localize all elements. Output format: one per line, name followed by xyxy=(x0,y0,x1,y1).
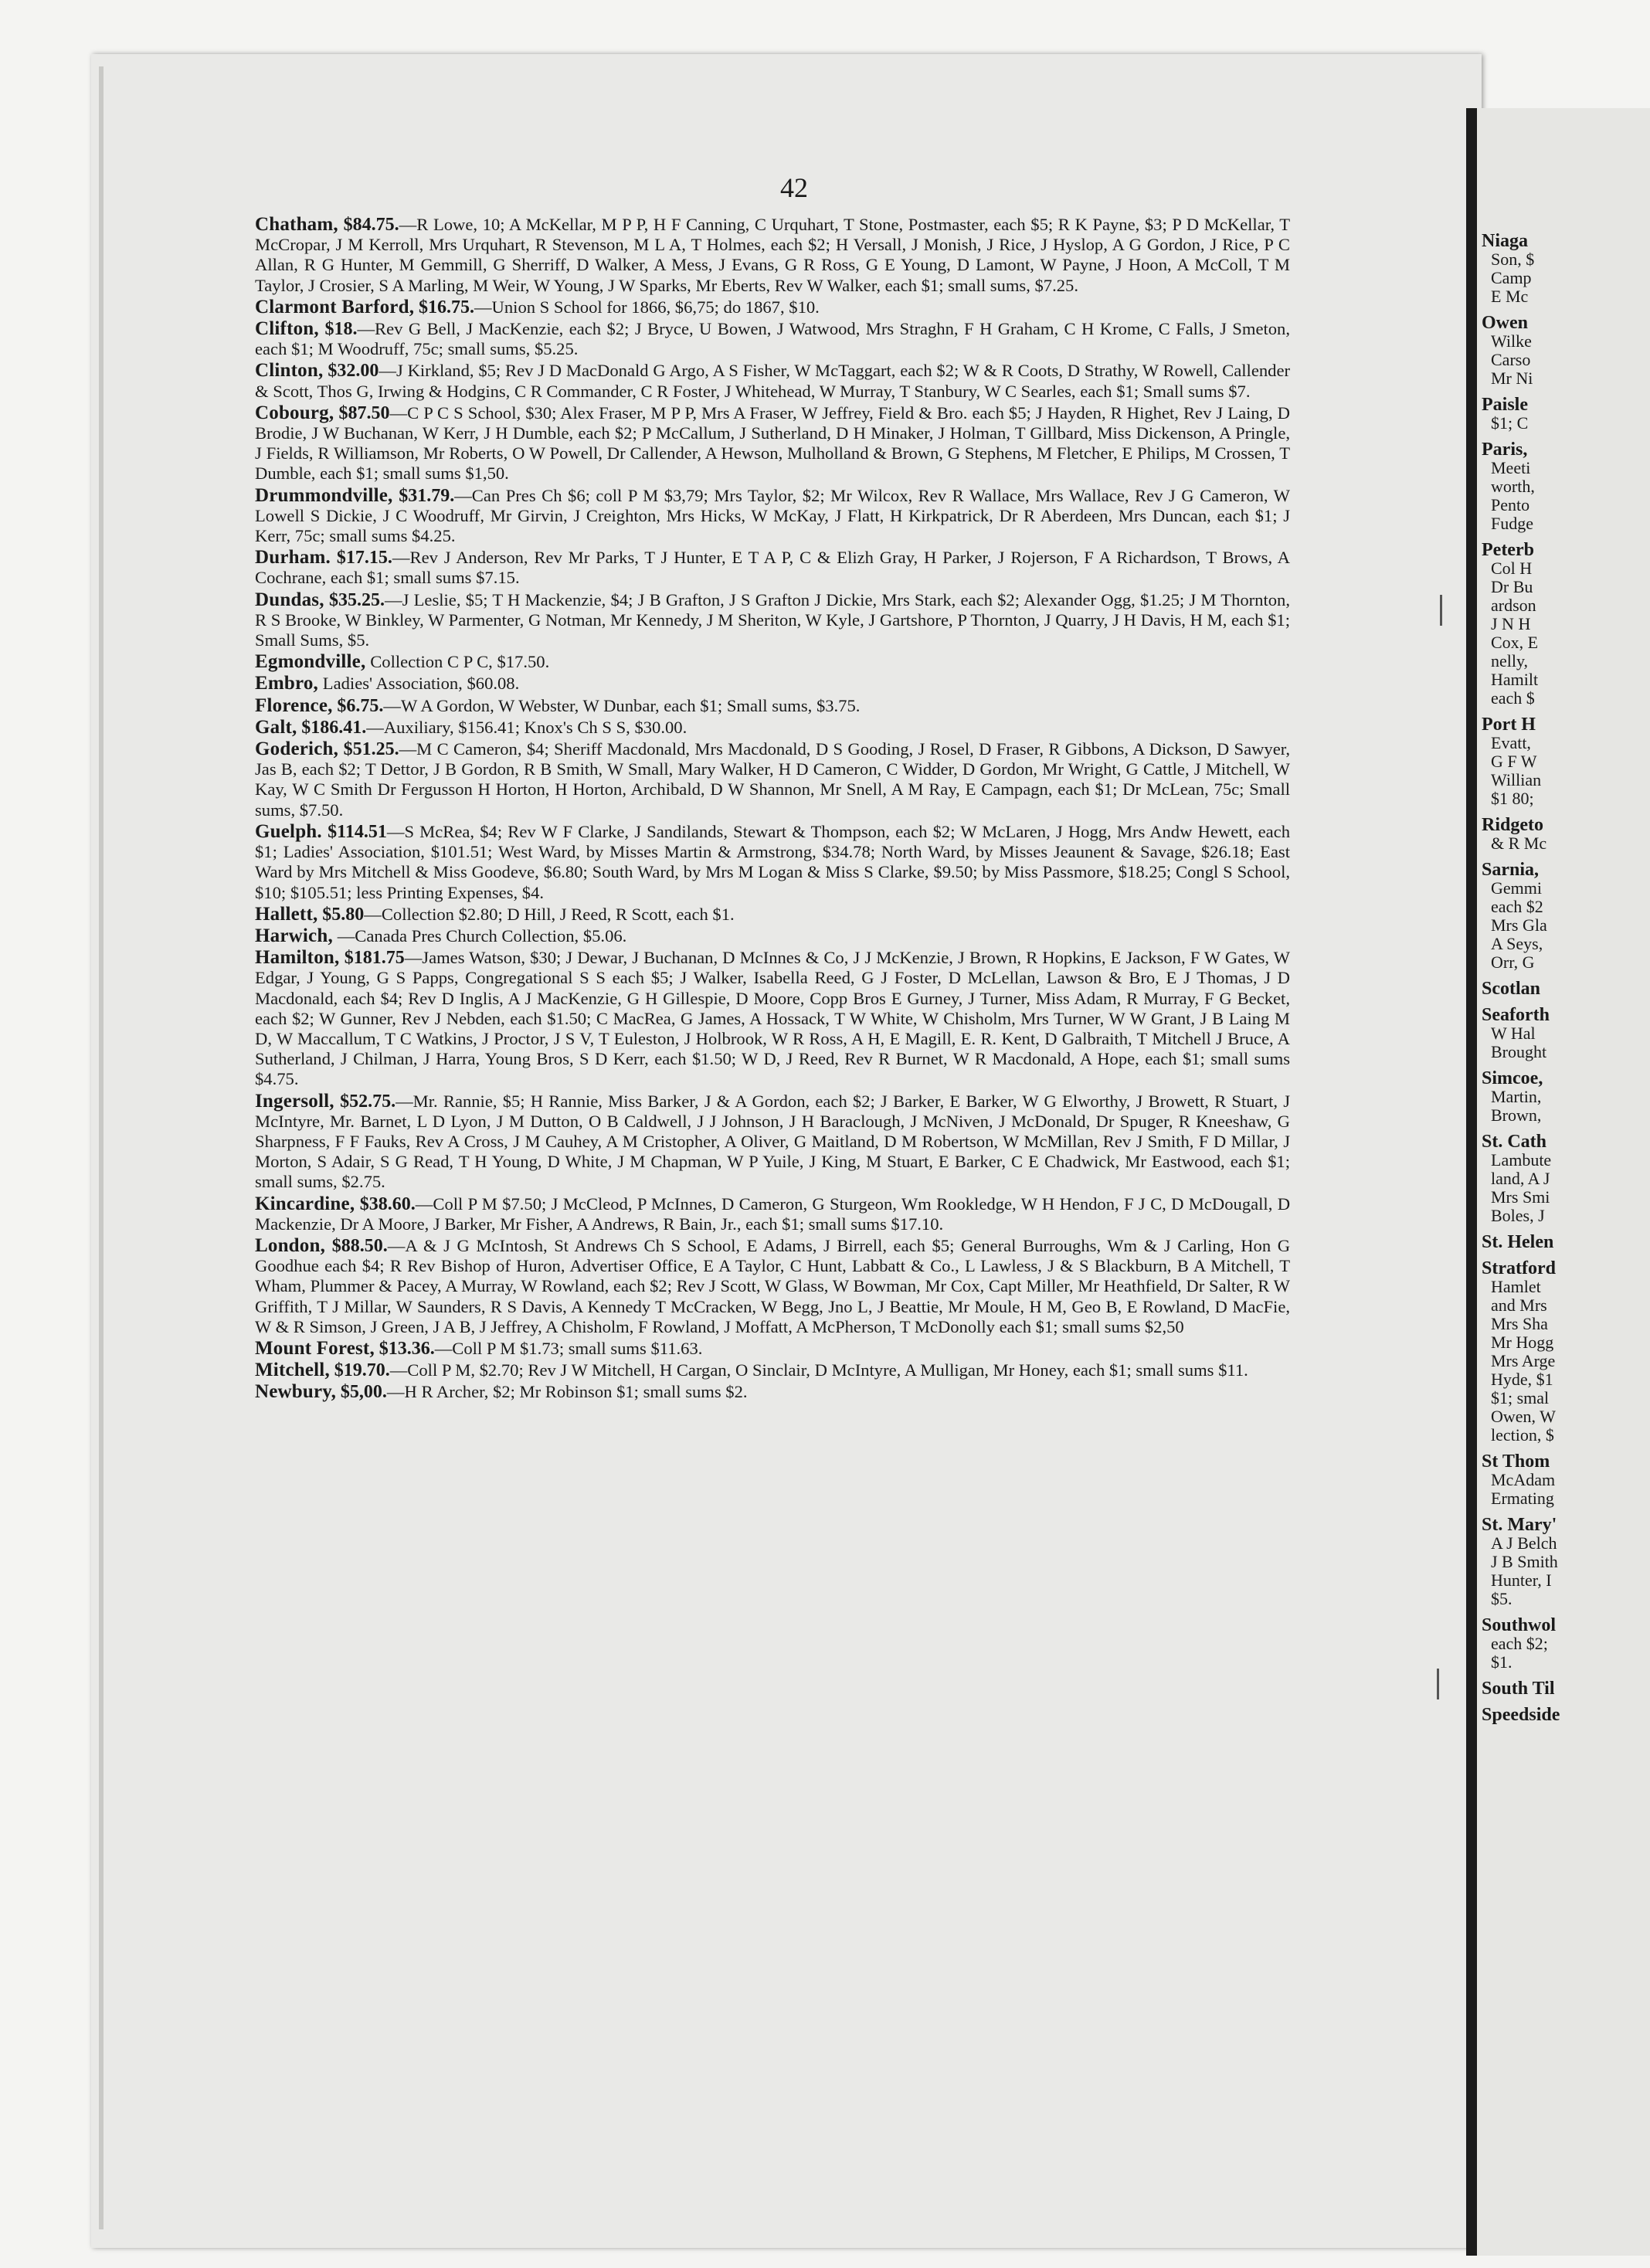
entry-place: Hallett, xyxy=(255,903,318,925)
entry-place: Ingersoll, xyxy=(255,1090,334,1112)
right-entry xyxy=(1482,232,1650,306)
entry-amount: $5.80 xyxy=(322,904,365,925)
list-entry xyxy=(255,1339,1290,1359)
entry-amount: $181.75 xyxy=(344,948,405,969)
entry-text: —Canada Pres Church Collection, $5.06. xyxy=(337,925,627,946)
right-entry xyxy=(1482,440,1650,533)
binding-mark-icon xyxy=(1440,595,1456,626)
right-entry xyxy=(1482,314,1650,388)
right-entry-line: & R Mc xyxy=(1491,834,1547,853)
entry-place: Mitchell, xyxy=(255,1360,330,1381)
subscription-list xyxy=(255,215,1290,1404)
entry-place: Clarmont Barford, xyxy=(255,296,415,317)
list-entry xyxy=(255,1194,1290,1234)
right-entry-line: A J Belch xyxy=(1491,1533,1557,1553)
right-entry-place: Seaforth xyxy=(1482,1005,1550,1025)
entry-text: —Mr. Rannie, $5; H Rannie, Miss Barker, J & A Gordon, each $2; J Barker, E Barker, W G Elworthy, J Browett, R Stuart, J McIntyre, Mr. Barnet, L D Lyon, J M Dutton, O B Caldwell, J J Johnson, J H Baraclough, J McNiven, J McDonald, Dr Spuger, R Kneeshaw, G Sharpness, F F Fauks, Rev A Cross, J M Cauhey, A M Cristopher, A Oliver, G Maitland, D M Robertson, W McMillan, Rev J Smith, F D Millar, J Morton, S Adair, S G Read, T H Young, D White, J M Chapman, W P Yuile, J King, M Stuart, E Barker, C E Chadwick, Mr Eastwood, each $1; small sums, $2.75. xyxy=(255,1091,1291,1192)
entry-place: Mount Forest, xyxy=(255,1337,375,1359)
right-entry-line: Brown, xyxy=(1491,1105,1542,1125)
entry-text: —C P C S School, $30; Alex Fraser, M P P, Mrs A Fraser, W Jeffrey, Field & Bro. each $5; J Hayden, R Highet, Rev J Laing, D Brodie, J W Buchanan, W Kerr, J H Dumble, each $2; P McCallum, J Sutherland, D H Minaker, J Holman, T Gillbard, Miss Dickenson, A Pringle, J Fields, R Williamson, Mr Roberts, O W Powell, Dr Callender, A Hewson, Mulholland & Brown, G Stephens, M Fletcher, E Philips, M Crossen, T Dumble, each $1; small sums $1,50. xyxy=(255,402,1290,484)
entry-amount: $32.00 xyxy=(328,361,379,382)
right-entry xyxy=(1482,1679,1650,1698)
right-entry-place: St Thom xyxy=(1482,1451,1550,1472)
right-entry-line: $1. xyxy=(1491,1652,1512,1672)
right-entry xyxy=(1482,1132,1650,1225)
right-entry-line: worth, xyxy=(1491,477,1535,496)
right-entry-line: G F W xyxy=(1491,752,1537,771)
list-entry xyxy=(255,1360,1290,1380)
entry-place: Cobourg, xyxy=(255,402,334,423)
right-entry-line: Ermating xyxy=(1491,1489,1554,1508)
list-entry xyxy=(255,361,1290,401)
entry-place: Drummondville, xyxy=(255,484,393,506)
list-entry xyxy=(255,297,1290,317)
right-entry-place: Peterb xyxy=(1482,540,1534,560)
entry-place: Chatham, xyxy=(255,214,338,235)
right-entry-place: Niaga xyxy=(1482,231,1528,251)
right-entry-line: Carso xyxy=(1491,350,1531,369)
right-entry-line: Mr Ni xyxy=(1491,368,1533,388)
list-entry xyxy=(255,403,1290,484)
right-entry xyxy=(1482,1706,1650,1724)
entry-amount: $38.60. xyxy=(359,1193,416,1214)
entry-text: —J Leslie, $5; T H Mackenzie, $4; J B Grafton, J S Grafton J Dickie, Mrs Stark, each $2; Alexander Ogg, $1.25; J M Thornton, R S Brooke, W Binkley, W Parmenter, G Notman, Mr Kennedy, J M Sheriton, W Kyle, J Gartshore, P Thornton, J Quarry, J H Davis, H M, each $1; Small Sums, $5. xyxy=(255,589,1291,650)
right-entry xyxy=(1482,715,1650,808)
list-entry xyxy=(255,548,1290,588)
list-entry xyxy=(255,739,1290,820)
list-entry xyxy=(255,1382,1290,1402)
right-entry-place: South Til xyxy=(1482,1679,1555,1699)
list-entry xyxy=(255,215,1290,296)
right-entry xyxy=(1482,861,1650,972)
list-entry xyxy=(255,486,1290,547)
entry-place: Goderich, xyxy=(255,738,339,760)
entry-amount: $35.25. xyxy=(329,589,385,610)
right-entry-line: each $2; xyxy=(1491,1634,1548,1653)
right-entry-line: nelly, xyxy=(1491,651,1529,671)
entry-place: London, xyxy=(255,1234,326,1256)
list-entry xyxy=(255,822,1290,903)
entry-place: Kincardine, xyxy=(255,1193,355,1214)
entry-place: Clifton, xyxy=(255,318,319,340)
right-entry-line: Hyde, $1 xyxy=(1491,1370,1553,1389)
entry-amount: $16.75. xyxy=(418,297,474,317)
entry-place: Hamilton, xyxy=(255,947,340,969)
right-entry-place: St. Cath xyxy=(1482,1132,1547,1152)
right-entry-line: E Mc xyxy=(1491,287,1529,306)
entry-text: —Auxiliary, $156.41; Knox's Ch S S, $30.00. xyxy=(366,717,688,737)
entry-amount: $17.15. xyxy=(336,548,392,569)
entry-text: —A & J G McIntosh, St Andrews Ch S School, E Adams, J Birrell, each $5; General Burroughs, Wm & J Carling, Hon G Goodhue each $4; R Rev Bishop of Huron, Advertiser Office, E A Taylor, C Hunt, Labbatt & Co., L Lawless, J & S Blackburn, B A Mitchell, T Wham, Plummer & Pacey, A Murray, W Rowland, each $2; Rev J Scott, W Glass, W Bowman, Mr Cox, Capt Miller, Mr Heathfield, Dr Salter, R W Griffith, T J Millar, W Saunders, R S Davis, A Kennedy T McCracken, W Begg, Jno L, J Beattie, Mr Moule, H M, Geo B, E Rowland, D MacFie, W & R Simson, J Green, J A B, J Jeffrey, A Chisholm, F Rowland, J Moffatt, A McPherson, T McDonolly each $1; small sums $2,50 xyxy=(255,1235,1291,1336)
right-entry-line: Mrs Smi xyxy=(1491,1187,1550,1207)
entry-amount: $186.41. xyxy=(301,717,367,738)
right-entry-line: Col H xyxy=(1491,559,1533,578)
entry-text: —James Watson, $30; J Dewar, J Buchanan, D McInnes & Co, J J McKenzie, J Brown, R Hopkins, E Jackson, F W Gates, W Edgar, J Young, G S Papps, Congregational S S each $5; J Walker, Isabella Reed, G J Foster, D McLellan, Lawson & Bro, E J Thomas, J D Macdonald, each $4; Rev D Inglis, A J MacKenzie, G H Gillespie, D Moore, Copp Bros E Gurney, J Turner, Miss Adam, R Murray, F G Becket, each $2; W Gunner, Rev J Nebden, each $1.50; C MacRea, G James, A Hossack, T W White, W Chisholm, Mrs Turner, W W Grant, J B Laing M D, W Maccallum, T C Watkins, J Proctor, J S V, T Euleston, J Holbrook, W R Ross, A H, E Magill, E. R. Kent, D Galbraith, T Mitchell J Bruce, A Sutherland, J Chilman, J Harra, Young Bros, S D Kerr, each $1.50; W D, J Reed, Rev R Burnet, W R Macdonald, A Hope, each $1; small sums $4.75. xyxy=(255,948,1291,1089)
right-entry xyxy=(1482,1259,1650,1445)
entry-place: Florence, xyxy=(255,694,333,716)
right-entry-place: Paris, xyxy=(1482,440,1528,460)
right-entry xyxy=(1482,1233,1650,1251)
entry-amount: $18. xyxy=(324,319,358,340)
list-entry xyxy=(255,319,1290,359)
right-entry-line: Hamlet xyxy=(1491,1277,1541,1296)
right-entry-line: Wilke xyxy=(1491,331,1532,351)
right-entry-line: Brought xyxy=(1491,1042,1547,1061)
entry-amount: $6.75. xyxy=(337,695,384,716)
right-entry-line: Mrs Gla xyxy=(1491,915,1547,935)
entry-text: —H R Archer, $2; Mr Robinson $1; small sums $2. xyxy=(386,1382,748,1402)
right-entry-line: lection, $ xyxy=(1491,1425,1554,1445)
entry-place: Embro, xyxy=(255,673,318,694)
right-entry-place: Sarnia, xyxy=(1482,860,1540,880)
entry-text: —Coll P M $7.50; J McCleod, P McInnes, D Cameron, G Sturgeon, Wm Rookledge, W H Hendon, F J C, D McDougall, D Mackenzie, Dr A Moore, J Barker, Mr Fisher, A Andrews, R Bain, Jr., each $1; small sums $17.10. xyxy=(255,1193,1291,1234)
right-entry xyxy=(1482,816,1650,853)
right-entry-line: J N H xyxy=(1491,614,1531,633)
right-entry-line: W Hal xyxy=(1491,1024,1536,1043)
entry-text: —Collection $2.80; D Hill, J Reed, R Scott, each $1. xyxy=(364,904,735,924)
entry-text: —S McRea, $4; Rev W F Clarke, J Sandilands, Stewart & Thompson, each $2; W McLaren, J Hogg, Mrs Andw Hewett, each $1; Ladies' Association, $101.51; West Ward, by Misses Martin & Armstrong, $34.78; North Ward, by Misses Jeaunent & Savage, $26.18; East Ward by Mrs Mitchell & Miss Goodeve, $6.80; South Ward, by Mrs M Logan & Miss S Clarke, $9.50; by Miss Passmore, $18.25; Congl S School, $10; $105.51; less Printing Expenses, $4. xyxy=(255,821,1290,902)
entry-text: —R Lowe, 10; A McKellar, M P P, H F Canning, C Urquhart, T Stone, Postmaster, each $5; R K Payne, $3; P D McKellar, T McCropar, J M Kerroll, Mrs Urquhart, R Stevenson, M L A, T Holmes, each $2; H Versall, J Monish, J Rice, J Hyslop, A G Gordon, J Rice, P C Allan, R G Hunter, M Gemmill, G Sherriff, D Walker, A Mess, J Evans, G R Ross, G E Young, D Lamont, W Payne, J Hoon, A McColl, T M Taylor, J Crosier, S A Marling, M Weir, W Young, J W Sparks, Mr Eberts, Rev W Walker, each $1; small sums, $7.25. xyxy=(255,215,1290,295)
right-entry-line: Pento xyxy=(1491,495,1530,514)
right-entry-line: Mr Hogg xyxy=(1491,1333,1554,1352)
book-gutter xyxy=(1466,108,1477,2256)
entry-amount: $13.36. xyxy=(379,1338,435,1359)
entry-text: —Rev J Anderson, Rev Mr Parks, T J Hunter, E T A P, C & Elizh Gray, H Parker, J Rojerson, F A Richardson, T Brows, A Cochrane, each $1; small sums $7.15. xyxy=(255,548,1290,588)
entry-amount: $5,00. xyxy=(340,1382,387,1403)
right-entry-place: Scotlan xyxy=(1482,979,1541,999)
right-entry-line: Meeti xyxy=(1491,458,1531,477)
right-entry xyxy=(1482,1516,1650,1608)
right-entry-line: Hunter, I xyxy=(1491,1570,1552,1590)
right-entry-line: ardson xyxy=(1491,596,1536,615)
right-entry xyxy=(1482,1069,1650,1125)
right-page-column xyxy=(1482,232,1650,1732)
right-entry-place: Speedside xyxy=(1482,1705,1560,1725)
entry-amount: $51.25. xyxy=(343,739,399,760)
entry-text: —W A Gordon, W Webster, W Dunbar, each $1; Small sums, $3.75. xyxy=(383,695,861,715)
right-entry-line: each $2 xyxy=(1491,897,1543,916)
right-entry-place: St. Mary' xyxy=(1482,1515,1557,1535)
right-entry-line: Cox, E xyxy=(1491,633,1539,652)
right-entry-line: Hamilt xyxy=(1491,670,1539,689)
list-entry xyxy=(255,696,1290,716)
right-entry-line: Fudge xyxy=(1491,514,1533,533)
right-entry-line: Son, $ xyxy=(1491,250,1535,269)
page-number: 42 xyxy=(780,172,808,203)
right-entry-line: land, A J xyxy=(1491,1169,1550,1188)
list-entry xyxy=(255,905,1290,925)
right-entry-place: Southwol xyxy=(1482,1615,1557,1635)
list-entry xyxy=(255,718,1290,738)
entry-text: —Union S School for 1866, $6,75; do 1867, $10. xyxy=(474,297,820,317)
right-entry-line: Dr Bu xyxy=(1491,577,1533,596)
right-entry-line: Boles, J xyxy=(1491,1206,1545,1225)
list-entry xyxy=(255,674,1290,694)
right-entry-place: Owen xyxy=(1482,313,1528,333)
list-entry xyxy=(255,926,1290,946)
right-entry-place: St. Helen xyxy=(1482,1232,1554,1252)
right-entry-line: A Seys, xyxy=(1491,934,1543,953)
right-entry xyxy=(1482,396,1650,433)
right-entry-place: Stratford xyxy=(1482,1258,1556,1278)
right-entry-line: $1 80; xyxy=(1491,789,1534,808)
list-entry xyxy=(255,1092,1290,1193)
entry-amount: $31.79. xyxy=(399,485,455,506)
entry-text: —Coll P M $1.73; small sums $11.63. xyxy=(434,1338,703,1358)
right-entry-line: and Mrs xyxy=(1491,1295,1547,1315)
right-entry xyxy=(1482,1452,1650,1508)
right-entry-place: Ridgeto xyxy=(1482,815,1543,835)
entry-text: —M C Cameron, $4; Sheriff Macdonald, Mrs Macdonald, D S Gooding, J Rosel, D Fraser, R Gibbons, A Dickson, D Sawyer, Jas B, each $2; T Dettor, J B Gordon, R B Smith, W Small, Mary Walker, H D Cameron, C Widder, D Gordon, Mr Wright, G Cattle, J Mitchell, W Kay, W C Smith Dr Fergusson H Horton, H Horton, Archibald, D W Shannon, Mr Snell, A M Ray, E Campagn, each $1; Dr McLean, 75c; Small sums, $7.50. xyxy=(255,739,1291,820)
binding-mark-icon xyxy=(1437,1669,1453,1699)
entry-amount: $52.75. xyxy=(340,1091,396,1112)
right-entry-place: Paisle xyxy=(1482,395,1528,415)
right-entry-line: $5. xyxy=(1491,1589,1512,1608)
entry-text: Collection C P C, $17.50. xyxy=(370,652,550,672)
right-entry-line: McAdam xyxy=(1491,1470,1556,1489)
right-entry-line: each $ xyxy=(1491,688,1535,708)
right-entry-line: Lambute xyxy=(1491,1150,1552,1170)
right-entry xyxy=(1482,1616,1650,1672)
right-entry xyxy=(1482,1006,1650,1061)
entry-place: Clinton, xyxy=(255,360,324,382)
right-entry-line: Evatt, xyxy=(1491,733,1531,752)
list-entry xyxy=(255,1236,1290,1337)
list-entry xyxy=(255,948,1290,1089)
entry-place: Galt, xyxy=(255,716,297,738)
right-entry-line: Owen, W xyxy=(1491,1407,1556,1426)
right-entry-place: Port H xyxy=(1482,715,1536,735)
right-entry-line: Mrs Sha xyxy=(1491,1314,1548,1333)
list-entry xyxy=(255,652,1290,672)
entry-place: Guelph. xyxy=(255,820,322,842)
list-entry xyxy=(255,590,1290,651)
entry-text: —Coll P M, $2.70; Rev J W Mitchell, H Cargan, O Sinclair, D McIntyre, A Mulligan, Mr Honey, each $1; small sums $11. xyxy=(389,1360,1248,1380)
entry-text: —Rev G Bell, J MacKenzie, each $2; J Bryce, U Bowen, J Watwood, Mrs Straghn, F H Graham, C H Krome, C Falls, J Smeton, each $1; M Woodruff, 75c; small sums, $5.25. xyxy=(255,319,1290,359)
right-entry-line: J B Smith xyxy=(1491,1552,1558,1571)
right-entry-line: $1; smal xyxy=(1491,1388,1550,1407)
entry-text: —Can Pres Ch $6; coll P M $3,79; Mrs Taylor, $2; Mr Wilcox, Rev R Wallace, Mrs Wallace, Rev J G Cameron, W Lowell S Dickie, J C Woodruff, Mr Girvin, J Creighton, Mrs Hicks, W McKay, J Flatt, H Kirkpatrick, Dr R Aberdeen, Mrs Duncan, each $1; J Kerr, 75c; small sums $4.25. xyxy=(255,485,1291,546)
right-entry-line: Martin, xyxy=(1491,1087,1542,1106)
right-entry-line: Mrs Arge xyxy=(1491,1351,1556,1370)
entry-text: —J Kirkland, $5; Rev J D MacDonald G Argo, A S Fisher, W McTaggart, each $2; W & R Coots, D Strathy, W Rowell, Callender & Scott, Thos G, Irwing & Hodgins, C R Commander, C R Foster, J Whitehead, W Murray, T Stanbury, W C Searles, each $1; Small sums $7. xyxy=(255,361,1290,401)
entry-amount: $84.75. xyxy=(343,215,399,235)
page-edge xyxy=(99,66,104,2229)
right-entry xyxy=(1482,980,1650,998)
right-entry-line: Camp xyxy=(1491,268,1532,287)
entry-place: Newbury, xyxy=(255,1381,337,1403)
right-entry-line: Gemmi xyxy=(1491,878,1542,898)
entry-place: Dundas, xyxy=(255,589,324,610)
right-entry xyxy=(1482,541,1650,708)
entry-amount: $114.51 xyxy=(328,821,387,842)
entry-amount: $87.50 xyxy=(338,402,390,423)
entry-place: Egmondville, xyxy=(255,651,366,673)
right-entry-place: Simcoe, xyxy=(1482,1068,1543,1088)
entry-place: Durham. xyxy=(255,547,331,569)
entry-amount: $88.50. xyxy=(331,1235,388,1256)
entry-text: Ladies' Association, $60.08. xyxy=(322,674,520,694)
right-entry-line: $1; C xyxy=(1491,413,1529,433)
entry-amount: $19.70. xyxy=(334,1360,390,1381)
right-entry-line: Orr, G xyxy=(1491,952,1535,972)
entry-place: Harwich, xyxy=(255,925,333,946)
right-entry-line: Willian xyxy=(1491,770,1542,789)
